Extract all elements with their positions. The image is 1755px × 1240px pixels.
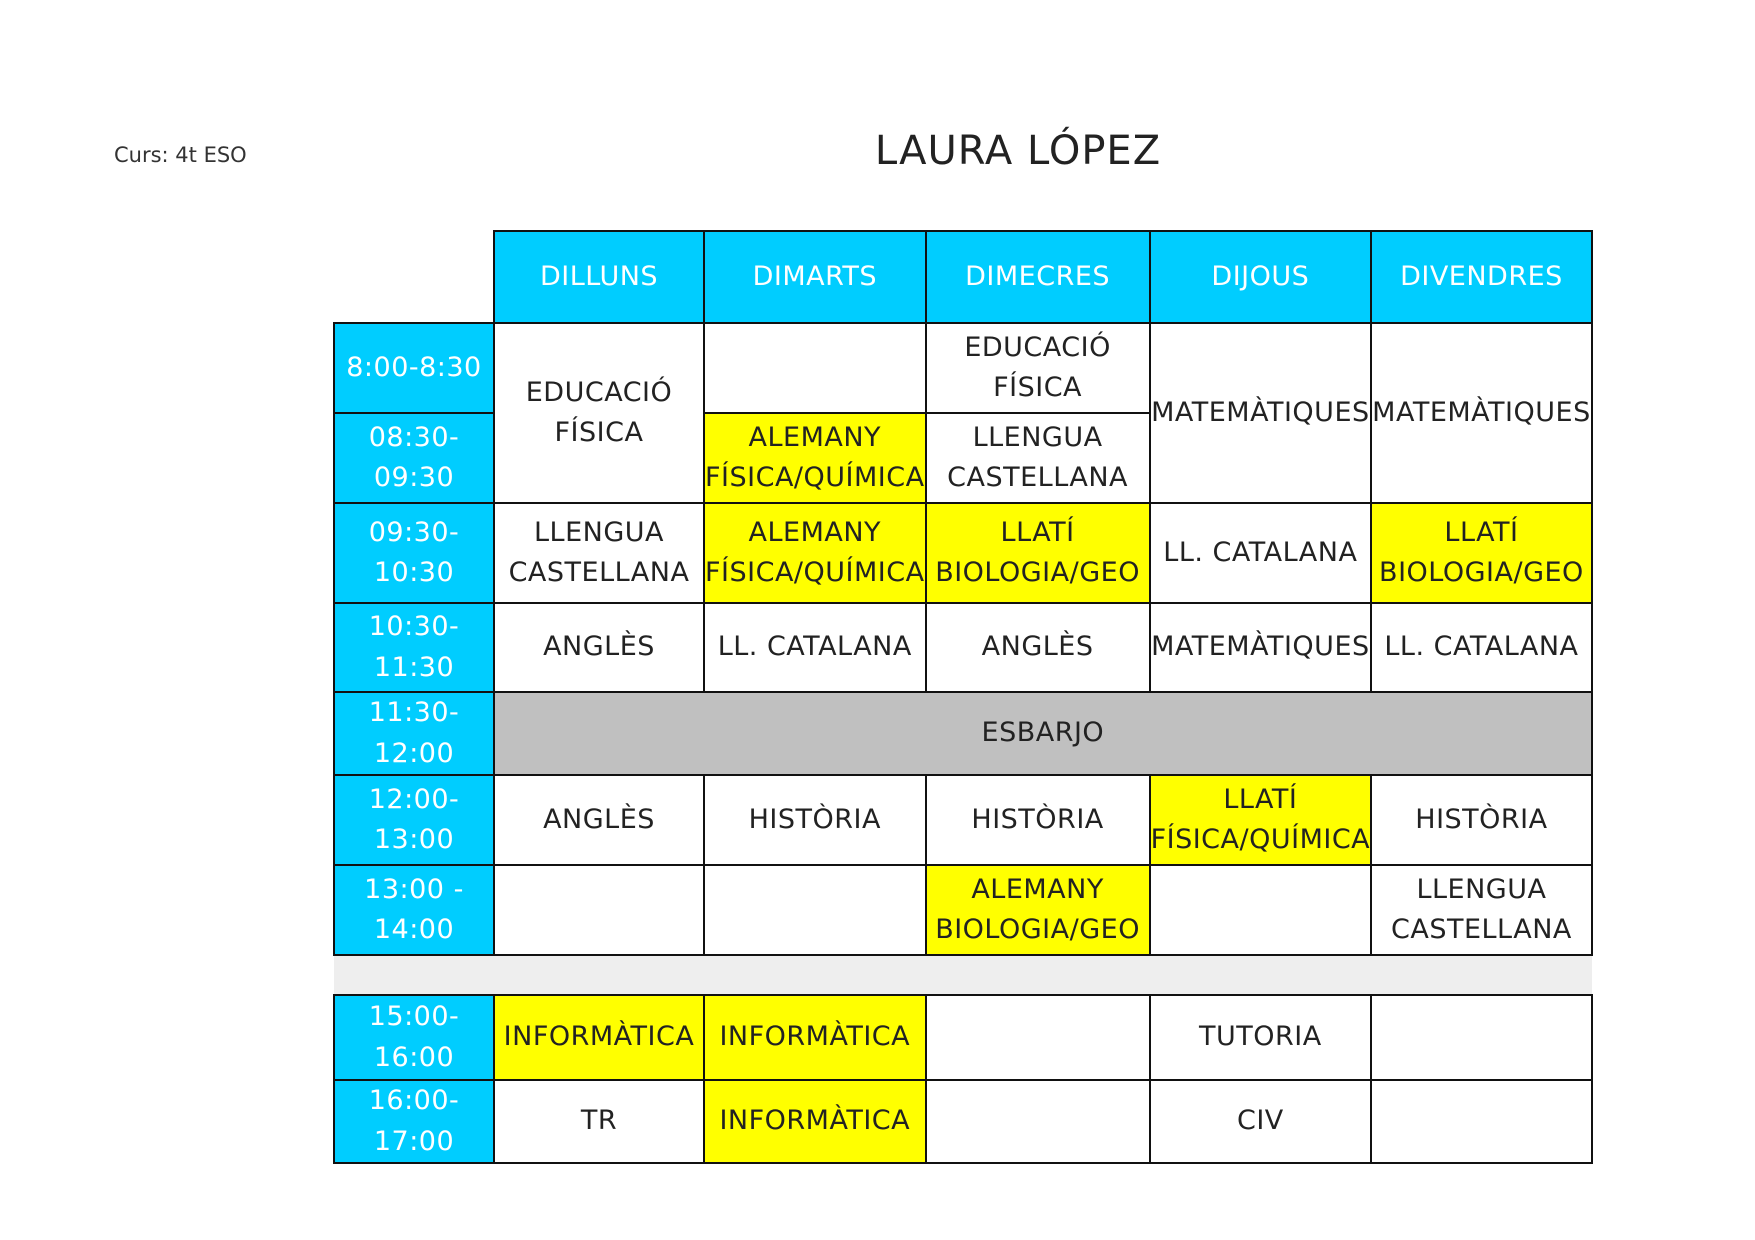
schedule-cell: EDUCACIÓ FÍSICA — [926, 323, 1150, 413]
time-cell: 09:30-10:30 — [334, 503, 494, 603]
table-header-row — [334, 231, 1592, 323]
time-cell: 16:00-17:00 — [334, 1080, 494, 1163]
schedule-cell-empty — [1371, 995, 1592, 1080]
subject-line: FÍSICA/QUÍMICA — [705, 557, 925, 588]
schedule-cell-highlighted: INFORMÀTICA — [704, 995, 926, 1080]
subject-line: BIOLOGIA/GEO — [1379, 557, 1584, 588]
student-name-title: LAURA LÓPEZ — [874, 128, 1162, 174]
subject-line: LLATÍ — [1223, 783, 1298, 815]
corner-cell — [334, 231, 494, 323]
subject-line: FÍSICA/QUÍMICA — [705, 462, 925, 493]
schedule-cell: MATEMÀTIQUES — [1371, 323, 1592, 503]
time-cell: 8:00-8:30 — [334, 323, 494, 413]
schedule-cell: CIV — [1150, 1080, 1372, 1163]
schedule-cell-highlighted — [704, 413, 926, 503]
subject-line: ALEMANY — [971, 873, 1104, 905]
time-cell: 13:00 - 14:00 — [334, 865, 494, 955]
schedule-cell: LLENGUA CASTELLANA — [1371, 865, 1592, 955]
schedule-cell: LL. CATALANA — [704, 603, 926, 692]
table-row — [334, 1080, 1592, 1163]
course-label: Curs: 4t ESO — [114, 143, 247, 167]
schedule-table — [333, 230, 1593, 1164]
schedule-cell: LL. CATALANA — [1150, 503, 1372, 603]
table-row — [334, 503, 1592, 603]
schedule-cell: LL. CATALANA — [1371, 603, 1592, 692]
schedule-cell-empty — [704, 323, 926, 413]
schedule-cell: TR — [494, 1080, 704, 1163]
time-cell: 10:30-11:30 — [334, 603, 494, 692]
break-cell: ESBARJO — [494, 692, 1592, 775]
schedule-cell: ANGLÈS — [494, 775, 704, 865]
schedule-cell: ANGLÈS — [494, 603, 704, 692]
table-row — [334, 865, 1592, 955]
schedule-cell: HISTÒRIA — [1371, 775, 1592, 865]
time-cell: 11:30-12:00 — [334, 692, 494, 775]
schedule-cell: EDUCACIÓ FÍSICA — [494, 323, 704, 503]
schedule-cell-highlighted — [926, 865, 1150, 955]
schedule-cell: ANGLÈS — [926, 603, 1150, 692]
schedule-cell-highlighted — [1371, 503, 1592, 603]
lunch-gap — [334, 955, 1592, 995]
day-header-monday: DILLUNS — [494, 231, 704, 323]
day-header-friday: DIVENDRES — [1371, 231, 1592, 323]
schedule-cell-empty — [926, 1080, 1150, 1163]
schedule-cell: TUTORIA — [1150, 995, 1372, 1080]
schedule-cell-empty — [494, 865, 704, 955]
table-row — [334, 995, 1592, 1080]
subject-line: LLENGUA — [534, 516, 664, 548]
subject-line: LLATÍ — [1444, 516, 1519, 548]
subject-line: FÍSICA/QUÍMICA — [1150, 824, 1371, 855]
time-cell: 15:00-16:00 — [334, 995, 494, 1080]
schedule-cell-highlighted — [704, 503, 926, 603]
subject-line: ALEMANY — [748, 421, 882, 453]
schedule-cell-empty — [1150, 865, 1372, 955]
subject-line: CASTELLANA — [508, 557, 690, 588]
subject-line: BIOLOGIA/GEO — [935, 914, 1140, 945]
table-row-break — [334, 692, 1592, 775]
schedule-cell-empty — [704, 865, 926, 955]
schedule-cell-highlighted: INFORMÀTICA — [494, 995, 704, 1080]
schedule-cell-empty — [926, 995, 1150, 1080]
schedule-cell: HISTÒRIA — [926, 775, 1150, 865]
schedule-cell-highlighted — [926, 503, 1150, 603]
subject-line: ALEMANY — [748, 516, 882, 548]
schedule-cell: MATEMÀTIQUES — [1150, 603, 1372, 692]
day-header-wednesday: DIMECRES — [926, 231, 1150, 323]
schedule-cell-highlighted: INFORMÀTICA — [704, 1080, 926, 1163]
table-row — [334, 775, 1592, 865]
schedule-cell: LLENGUA CASTELLANA — [926, 413, 1150, 503]
lunch-gap-row — [334, 955, 1592, 995]
schedule-cell-highlighted — [1150, 775, 1372, 865]
schedule-cell: HISTÒRIA — [704, 775, 926, 865]
subject-line: BIOLOGIA/GEO — [935, 557, 1140, 588]
table-row — [334, 603, 1592, 692]
day-header-thursday: DIJOUS — [1150, 231, 1372, 323]
subject-line: LLATÍ — [1000, 516, 1075, 548]
schedule-cell — [494, 503, 704, 603]
time-cell: 12:00-13:00 — [334, 775, 494, 865]
table-row — [334, 323, 1592, 413]
time-cell: 08:30-09:30 — [334, 413, 494, 503]
day-header-tuesday: DIMARTS — [704, 231, 926, 323]
schedule-cell: MATEMÀTIQUES — [1150, 323, 1372, 503]
schedule-cell-empty — [1371, 1080, 1592, 1163]
